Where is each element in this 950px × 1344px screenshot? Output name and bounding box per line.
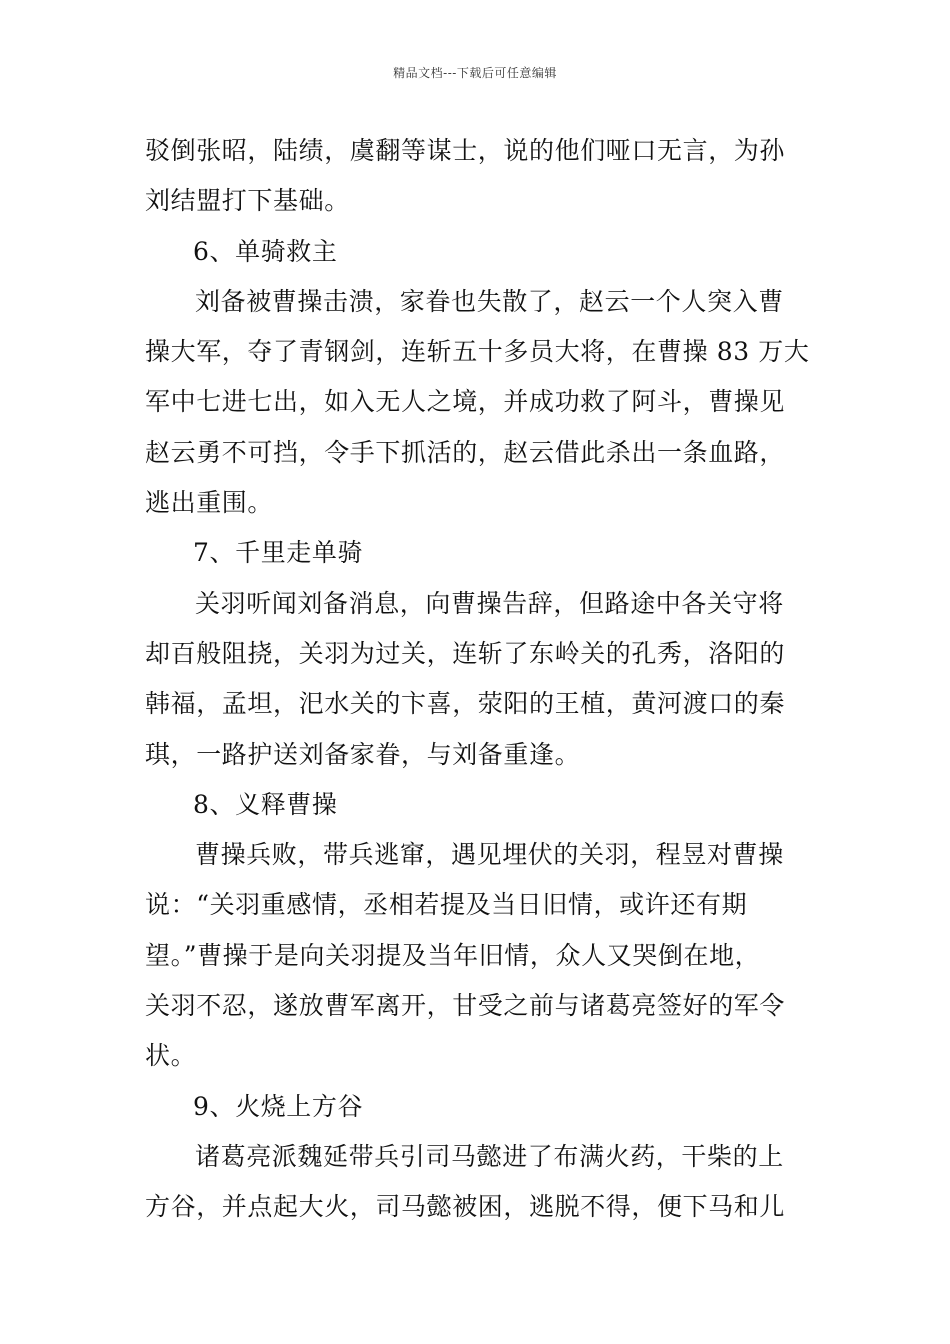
- paragraph: [145, 579, 810, 780]
- text-line: 韩福，孟坦，汜水关的卞喜，荥阳的王植，黄河渡口的秦: [145, 689, 786, 719]
- paragraph: [145, 830, 810, 1081]
- section-heading: [145, 780, 810, 830]
- text-line: 琪，一路护送刘备家眷，与刘备重逢。: [145, 739, 581, 769]
- text-line: 驳倒张昭，陆绩，虞翻等谋士，说的他们哑口无言，为孙: [145, 136, 786, 165]
- text-line: 刘备被曹操击溃，家眷也失散了，赵云一个人突入曹: [195, 286, 784, 316]
- text-line: 曹操兵败，带兵逃窜，遇见埋伏的关羽，程昱对曹操: [195, 840, 784, 870]
- heading-text: 7、千里走单骑: [193, 538, 364, 568]
- heading-text: 9、火烧上方谷: [193, 1091, 364, 1121]
- text-line: 刘结盟打下基础。: [145, 186, 350, 216]
- text-line: 逃出重围。: [145, 488, 274, 518]
- text-line: 状。: [145, 1041, 197, 1071]
- text-line: 诸葛亮派魏延带兵引司马懿进了布满火药，干柴的上: [195, 1141, 784, 1171]
- text-line: 却百般阻挠，关羽为过关，连斩了东岭关的孔秀，洛阳的: [145, 638, 786, 668]
- section-heading: [145, 528, 810, 578]
- document-body: [145, 126, 810, 1233]
- page-header: 精品文档---下载后可任意编辑: [393, 66, 557, 80]
- text-line: 军中七进七出，如入无人之境，并成功救了阿斗，曹操见: [145, 387, 786, 417]
- paragraph: [145, 126, 810, 227]
- text-line: 说：“关羽重感情，丞相若提及当日旧情，或许还有期: [145, 890, 748, 920]
- heading-text: 6、单骑救主: [193, 236, 338, 266]
- text-line: 赵云勇不可挡，令手下抓活的，赵云借此杀出一条血路，: [145, 437, 786, 467]
- text-line: 操大军，夺了青钢剑，连斩五十多员大将，在曹操 83 万大: [145, 337, 810, 367]
- text-line: 关羽不忍，遂放曹军离开，甘受之前与诸葛亮签好的军令: [145, 991, 786, 1021]
- paragraph: [145, 1132, 810, 1233]
- paragraph: [145, 277, 810, 528]
- text-line: 望。”曹操于是向关羽提及当年旧情，众人又哭倒在地，: [145, 940, 761, 970]
- heading-text: 8、义释曹操: [193, 789, 338, 819]
- text-line: 方谷，并点起大火，司马懿被困，逃脱不得，便下马和儿: [145, 1192, 786, 1222]
- section-heading: [145, 227, 810, 277]
- section-heading: [145, 1082, 810, 1132]
- text-line: 关羽听闻刘备消息，向曹操告辞，但路途中各关守将: [195, 588, 784, 618]
